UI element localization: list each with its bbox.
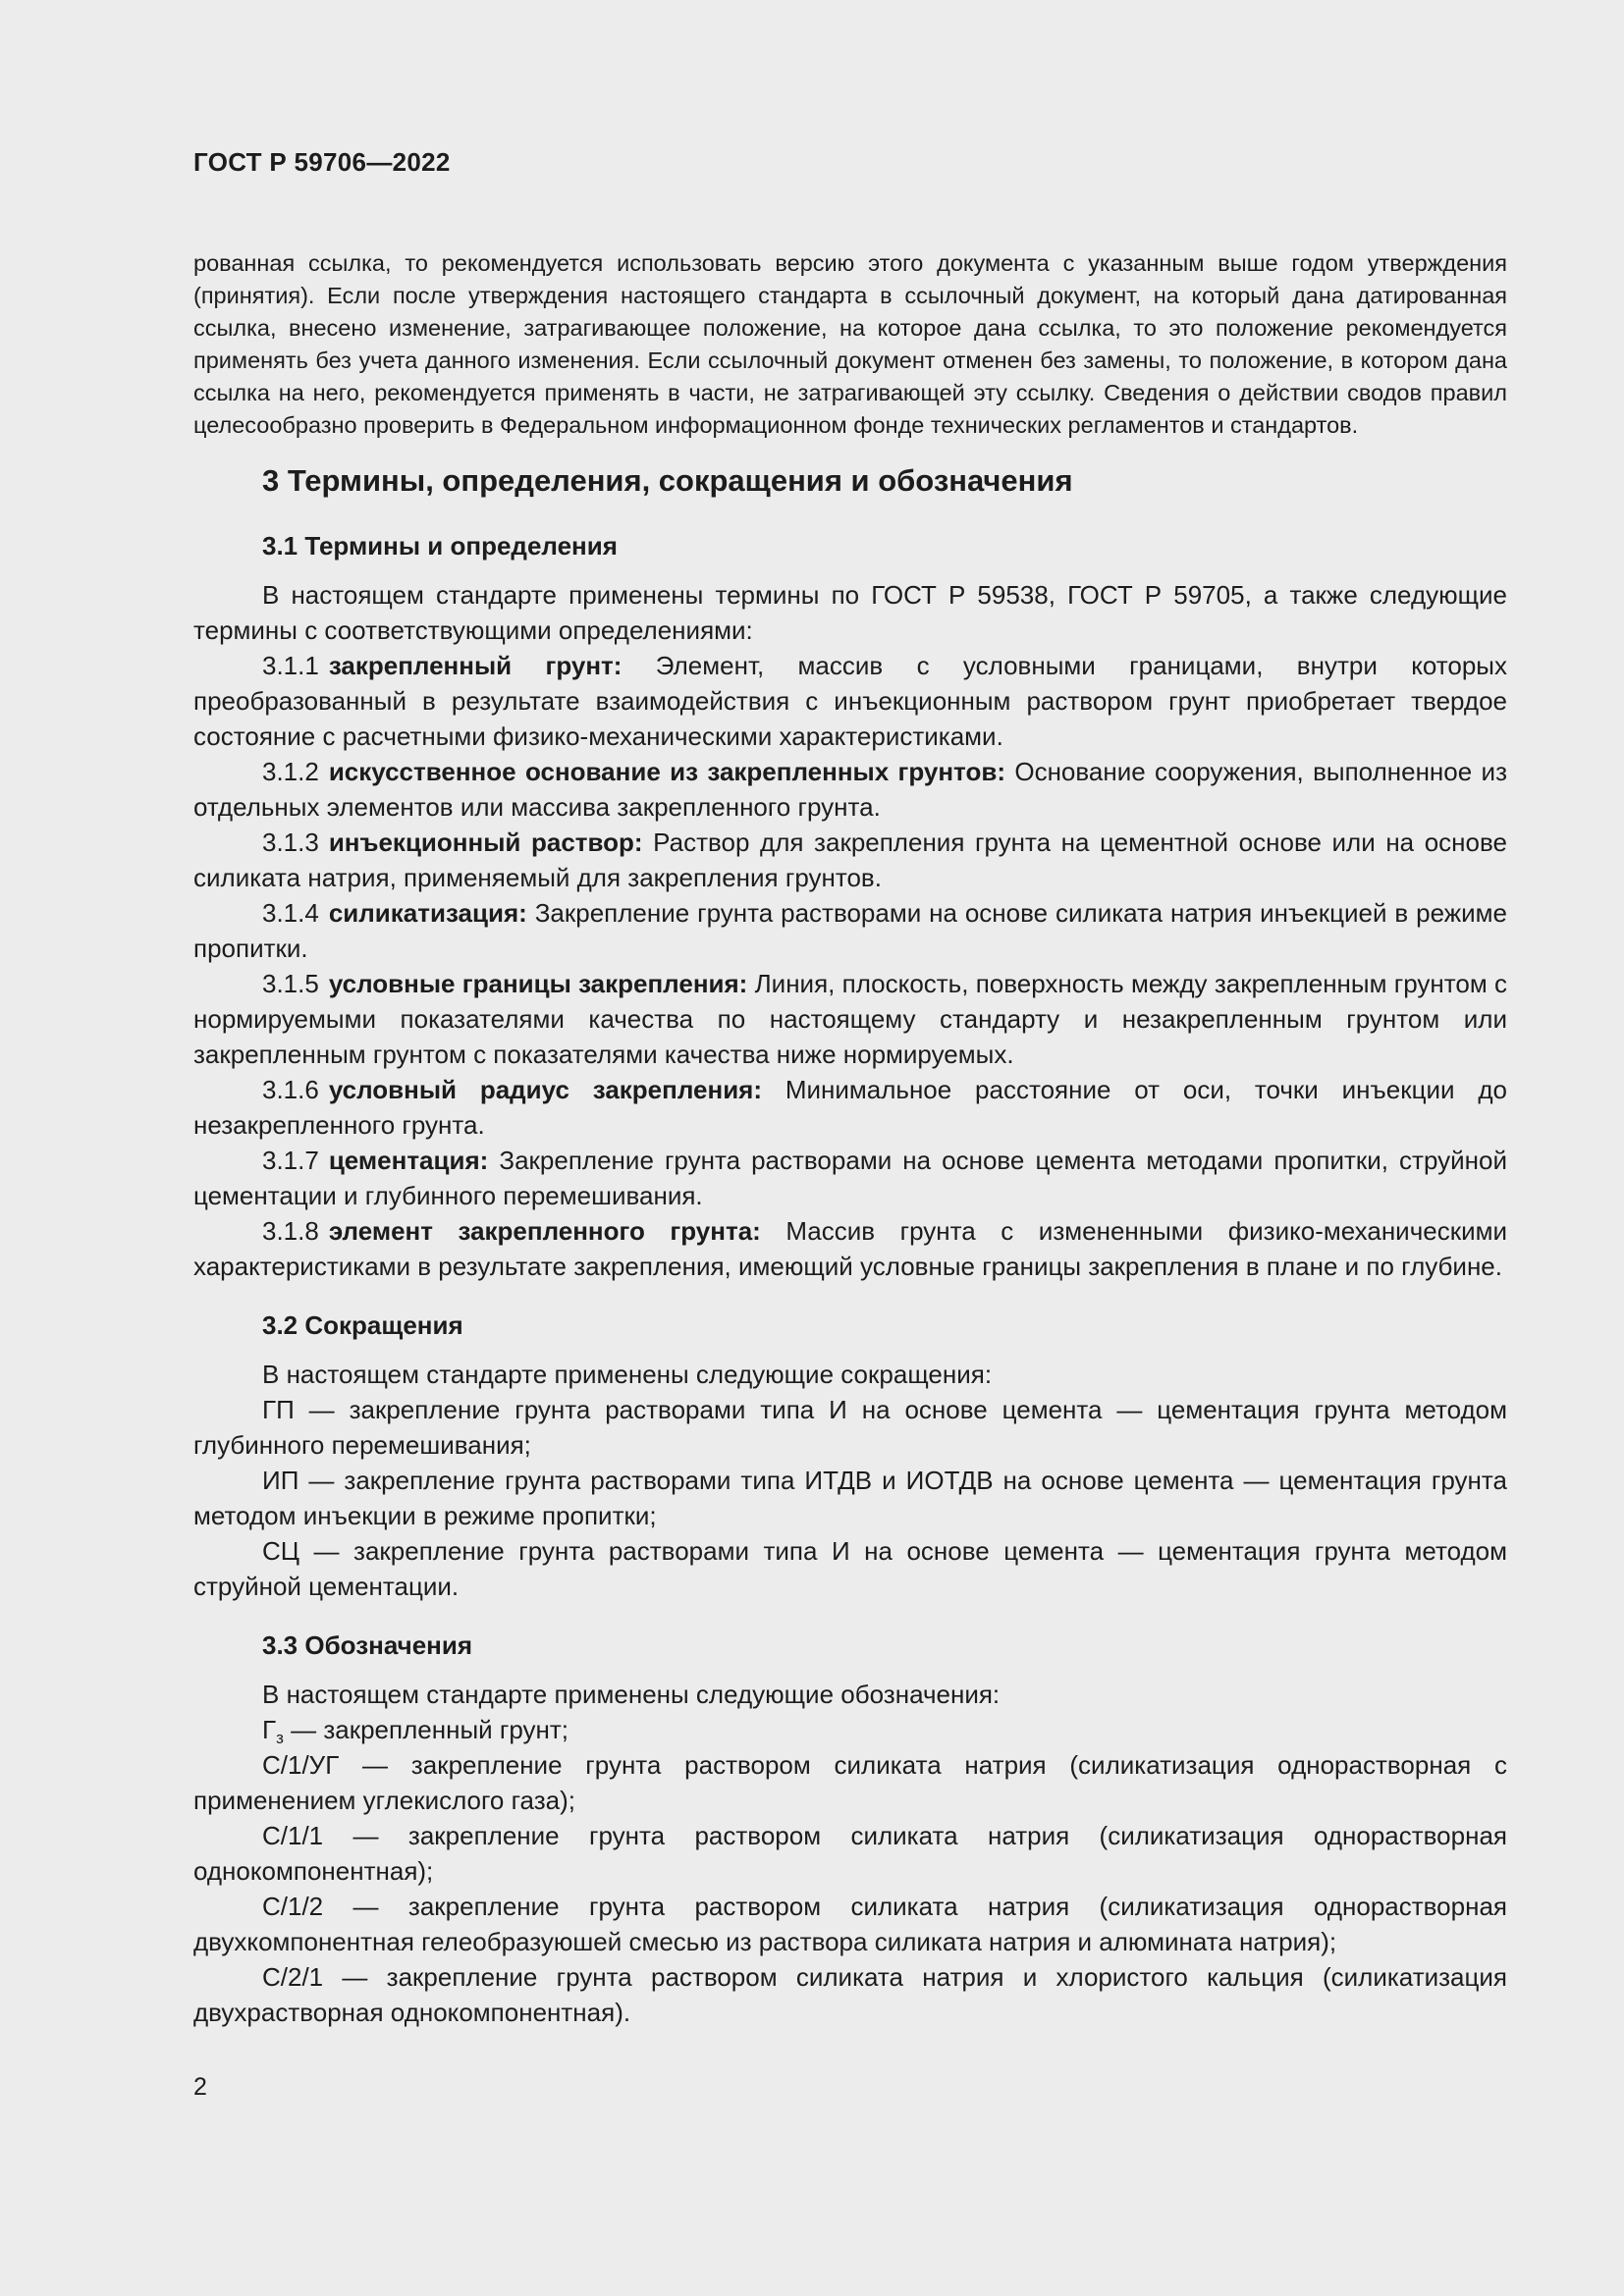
- designation-item: С/1/1 — закрепление грунта раствором силиката натрия (силикатизация однорастворная однокомпонентная);: [193, 1821, 1507, 1886]
- term-number: 3.1.6: [262, 1075, 319, 1104]
- document-header: ГОСТ Р 59706—2022: [193, 147, 451, 177]
- term-number: 3.1.5: [262, 969, 319, 998]
- term-3-1-4: [193, 895, 1507, 966]
- document-body: [193, 454, 1507, 2030]
- term-3-1-6: [193, 1072, 1507, 1143]
- term-name: закрепленный грунт:: [328, 651, 623, 680]
- page-number: 2: [193, 2073, 207, 2101]
- term-definition: Линия, плоскость, поверхность между закрепленным грунтом с нормируемыми показателями качества по настоящему стандарту и незакрепленным грунтом или закрепленным грунтом с показателями качества ниже нормируемых.: [193, 969, 1507, 1069]
- abbreviation-item: ИП — закрепление грунта растворами типа ИТДВ и ИОТДВ на основе цемента — цементация грунта методом инъекции в режиме пропитки;: [193, 1466, 1507, 1530]
- term-number: 3.1.3: [262, 828, 319, 857]
- term-name: условный радиус закрепления:: [328, 1075, 763, 1104]
- abbreviation-item: СЦ — закрепление грунта растворами типа И на основе цемента — цементация грунта методом струйной цементации.: [193, 1536, 1507, 1601]
- subsection-3-2-title: 3.2 Сокращения: [262, 1310, 463, 1340]
- term-name: цементация:: [328, 1146, 489, 1175]
- designation-symbol: Г: [262, 1715, 277, 1744]
- term-definition: Закрепление грунта растворами на основе силиката натрия инъекцией в режиме пропитки.: [193, 898, 1507, 963]
- term-3-1-5: [193, 966, 1507, 1072]
- subsection-3-3-lead: В настоящем стандарте применены следующие обозначения:: [262, 1680, 1001, 1709]
- subsection-3-3-title: 3.3 Обозначения: [262, 1630, 473, 1660]
- term-name: условные границы закрепления:: [328, 969, 748, 998]
- term-3-1-3: [193, 825, 1507, 895]
- designation-item: С/2/1 — закрепление грунта раствором силиката натрия и хлористого кальция (силикатизация двухрастворная однокомпонентная).: [193, 1962, 1507, 2027]
- term-definition: Массив грунта с измененными физико-механическими характеристиками в результате закрепления, имеющий условные границы закрепления в плане и по глубине.: [193, 1216, 1507, 1281]
- section-3-title: 3 Термины, определения, сокращения и обозначения: [262, 463, 1073, 498]
- designation-subscript: з: [276, 1729, 284, 1747]
- term-name: искусственное основание из закрепленных грунтов:: [328, 757, 1005, 786]
- designation-item: С/1/УГ — закрепление грунта раствором силиката натрия (силикатизация однорастворная с применением углекислого газа);: [193, 1750, 1507, 1815]
- term-definition: Основание сооружения, выполненное из отдельных элементов или массива закрепленного грунта.: [193, 757, 1507, 822]
- term-name: силикатизация:: [328, 898, 527, 928]
- term-definition: Элемент, массив с условными границами, внутри которых преобразованный в результате взаимодействия с инъекционным раствором грунт приобретает твердое состояние с расчетными физико-механическими характеристиками.: [193, 651, 1507, 751]
- term-3-1-7: [193, 1143, 1507, 1213]
- term-number: 3.1.2: [262, 757, 319, 786]
- term-number: 3.1.1: [262, 651, 319, 680]
- term-name: элемент закрепленного грунта:: [328, 1216, 761, 1246]
- term-number: 3.1.8: [262, 1216, 319, 1246]
- designation-item-g: [193, 1712, 1507, 1747]
- term-3-1-2: [193, 754, 1507, 825]
- term-definition: Минимальное расстояние от оси, точки инъекции до незакрепленного грунта.: [193, 1075, 1507, 1140]
- term-definition: Закрепление грунта растворами на основе цемента методами пропитки, струйной цементации и глубинного перемешивания.: [193, 1146, 1507, 1210]
- subsection-3-1-lead: В настоящем стандарте применены термины по ГОСТ Р 59538, ГОСТ Р 59705, а также следующие термины с соответствующими определениями:: [193, 580, 1507, 645]
- intro-paragraph: рованная ссылка, то рекомендуется использовать версию этого документа с указанным выше годом утверждения (принятия). Если после утверждения настоящего стандарта в ссылочный документ, на который дана датированная ссылка, внесено изменение, затрагивающее положение, на которое дана ссылка, то это положение рекомендуется применять без учета данного изменения. Если ссылочный документ отменен без замены, то положение, в котором дана ссылка на него, рекомендуется применять в части, не затрагивающей эту ссылку. Сведения о действии сводов правил целесообразно проверить в Федеральном информационном фонде технических регламентов и стандартов.: [193, 249, 1507, 438]
- subsection-3-2-lead: В настоящем стандарте применены следующие сокращения:: [262, 1360, 993, 1389]
- designation-item: С/1/2 — закрепление грунта раствором силиката натрия (силикатизация однорастворная двухкомпонентная гелеобразуюшей смесью из раствора силиката натрия и алюмината натрия);: [193, 1892, 1507, 1956]
- subsection-3-1-title: 3.1 Термины и определения: [262, 531, 618, 561]
- term-name: инъекционный раствор:: [328, 828, 643, 857]
- term-3-1-8: [193, 1213, 1507, 1284]
- term-number: 3.1.7: [262, 1146, 319, 1175]
- abbreviation-item: ГП — закрепление грунта растворами типа И на основе цемента — цементация грунта методом глубинного перемешивания;: [193, 1395, 1507, 1460]
- term-definition: Раствор для закрепления грунта на цементной основе или на основе силиката натрия, применяемый для закрепления грунтов.: [193, 828, 1507, 892]
- term-number: 3.1.4: [262, 898, 319, 928]
- term-3-1-1: [193, 648, 1507, 754]
- designation-text: — закрепленный грунт;: [283, 1715, 569, 1744]
